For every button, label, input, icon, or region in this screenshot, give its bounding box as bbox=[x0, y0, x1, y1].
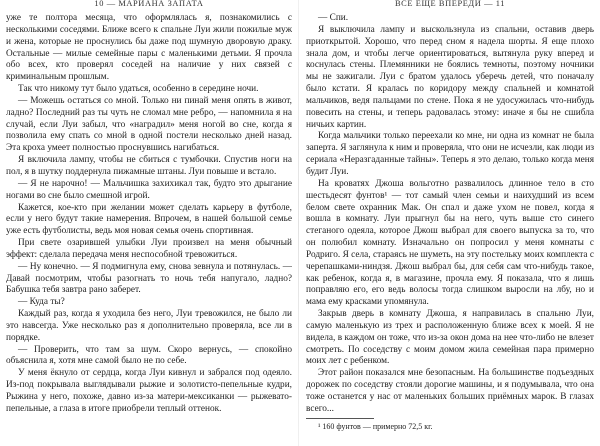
book-gutter bbox=[298, 0, 299, 446]
right-page bbox=[306, 0, 594, 446]
right-page-body bbox=[306, 13, 594, 413]
paragraph: Каждый раз, когда я уходила без него, Луи тревожился, не было ли это навсегда. Уже несколько раз я дополнительно проверяла, все ли в порядке. bbox=[6, 309, 292, 343]
paragraph: уже те полтора месяца, что оформлялась я, познакомились с несколькими соседями. Ближе всего к спальне Луи жили пожилые муж и жена, которые не проснулись бы даже под шумную дворовую драку. Остальные — милые семейные пары с маленькими детьми. Я прочла обо всех, кто проверял соседей на наличие у них связей с криминальным прошлым. bbox=[6, 13, 292, 83]
paragraph: У меня ёкнуло от сердца, когда Луи кивнул и забрался под одеяло. Из-под покрывала выглядывали рыжие и золотисто-пепельные кудри, Рыжина у него, похоже, давно из-за матери-мексиканки — рыжевато-пепельные, а глаза в итоге приобрели теплый оттенок. bbox=[6, 368, 292, 414]
running-head-right: ВСЕ ЕЩЕ ВПЕРЕДИ — 11 bbox=[394, 0, 506, 8]
paragraph: — Спи. bbox=[318, 13, 349, 23]
running-head-left: 10 — МАРИАНА ЗАПАТА bbox=[94, 0, 204, 8]
paragraph: Так что никому тут было удаться, особенно в середине ночи. bbox=[18, 84, 259, 95]
paragraph: Кажется, кое-кто при желании может сделать карьеру в футболе, если у него будут такие намерения. Впрочем, в нашей большой семье уже есть футболисты, ведь моя новая семья очень спортивная. bbox=[6, 202, 292, 237]
footnote: ¹ 160 фунтов — примерно 72,5 кг. bbox=[318, 422, 433, 431]
paragraph: Закрыв дверь в комнату Джоша, я направилась в спальню Луи, самую маленькую из трех и расположенную ближе всех к моей. Я не видела, в каждом он тоже, что из-за окон дома на нее что-либо не влезет смотреть. По соседству с моим домом жила семейная пара примерно моих лет с ребенком. bbox=[306, 309, 594, 367]
paragraph: Я выключила лампу и выскользнула из спальни, оставив дверь приоткрытой. Хорошо, что перед сном я надела шорты. Я еще плохо знала дом, и чтобы легче ориентироваться, вытянула руку вперед и коснулась стены. Племянники не боялись темноты, поэтому ночники мы не зажигали. Луи с братом удалось уберечь детей, что поначалу было кстати. Я кралась по коридору между спальней и комнатой мальчиков, ведя пальцами по стене. Пока я не удосужилась что-нибудь повесить на стены, и теперь радовалась этому: иначе я бы не сшибла ничьих картин. bbox=[306, 24, 594, 130]
paragraph: При свете озарившей улыбки Луи произвел на меня обычный эффект: сделала передача меня неспособной тревожиться. bbox=[6, 238, 292, 260]
left-page bbox=[6, 0, 292, 446]
paragraph: Этот район показался мне безопасным. На большинстве подъездных дорожек по соседству стояли дорогие машины, и я подумывала, что она тоже останется у нас от маленьких больших приёмных марок. В глазах всего... bbox=[306, 368, 594, 413]
paragraph: Когда мальчики только переехали ко мне, ни одна из комнат не была заперта. Я заглянула к ним и проверяла, что они не исчезли, как люди из сериала «Неразгаданные тайны». Теперь я это делаю, только когда меня будит Луи. bbox=[306, 131, 594, 177]
paragraph: Я включила лампу, чтобы не сбиться с тумбочки. Спустив ноги на пол, я в шутку поддернула пижамные штаны. Луи повыше и встало. bbox=[6, 155, 292, 177]
footnote-divider bbox=[306, 418, 374, 419]
paragraph: — Я не нарочно! — Мальчишка захихикал так, будто это дрыгание ногами во сне было смешной игрой. bbox=[6, 178, 292, 201]
paragraph: — Ну конечно. — Я подмигнула ему, снова зевнула и потянулась. — Давай посмотрим, чтобы разогнать то ночь тебя напугало, ладно? Бабушка тебя завтра рано заберет. bbox=[6, 261, 292, 296]
paragraph: — Куда ты? bbox=[18, 297, 65, 308]
left-page-body bbox=[6, 13, 292, 416]
paragraph: — Можешь остаться со мной. Только ни пинай меня опять в живот, ладно? Последний раз ты чуть не сломал мне ребро, — напомнила я на случай, если Луи забыл, что «наградил» меня ногой во сне, когда я позволила ему спать со мной в одной постели несколько дней назад. Эта кроха умеет полностью проснувшись нагибаться. bbox=[6, 95, 292, 154]
paragraph: На кроватях Джоша вольготно развалилось длинное тело в сто шестьдесят фунтов¹ — тот самый член семьи и наихудший из всем белом свете охранник Мак. Он спал и даже ухом не повел, когда я вошла в комнату. Луи прыгнул бы на него, чуть выше сто синего стеганого одеяла, которое Джош выбрал для своего выпуска за то, что он полюбил комнату. Изначально он попросил у меня комнаты с Родриго. Я села, стараясь не шуметь, на эту постельку моих комплекта с черепашками-ниндзя. Джош выбрал бы, для себя сам что-нибудь такое, как ребенок, когда я, в магазине, прочла ему. Я показала, что я лишь поправляю его, его ведь волосы тогда слишком выросли на лбу, но и мама ему красками упомянула. bbox=[306, 178, 594, 308]
paragraph: — Проверить, что там за шум. Скоро вернусь, — спокойно объяснила я, хотя мне самой было не по себе. bbox=[6, 344, 292, 367]
